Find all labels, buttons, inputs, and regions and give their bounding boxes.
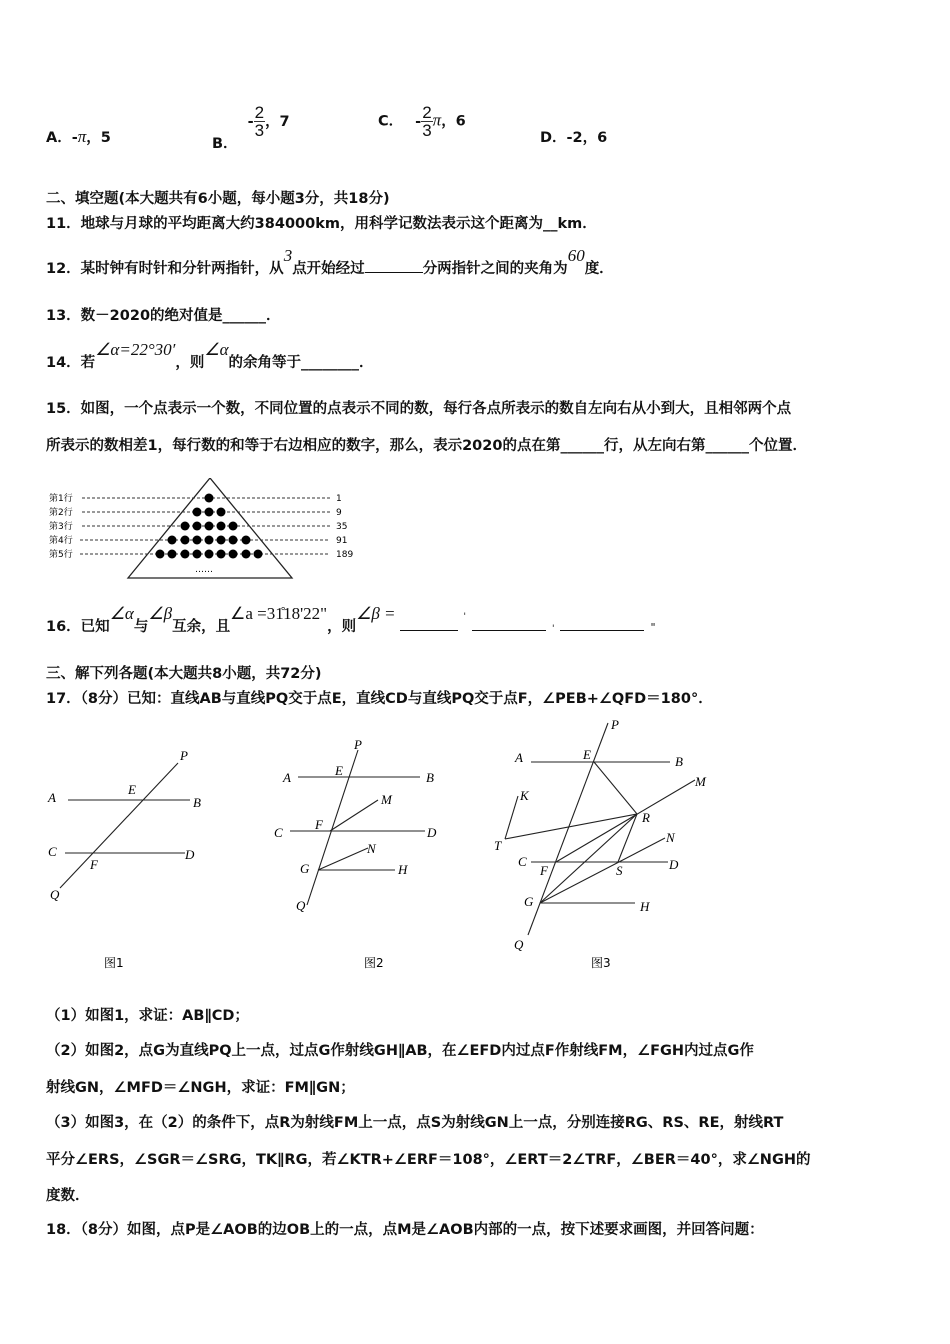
row-sum: 1 [336,494,342,504]
point-label: M [695,774,706,789]
point-label: Q [50,887,60,902]
row-sum: 9 [336,508,342,518]
question-17-part-2: （2）如图2，点G为直线PQ上一点，过点G作射线GH∥AB，在∠EFD内过点F作射线FM，∠FGH内过点G作 [46,1043,754,1059]
figure-caption: 图2 [364,956,384,970]
question-17: 17．（8分）已知：直线AB与直线PQ交于点E，直线CD与直线PQ交于点F，∠PEB+∠QFD＝180°． [46,691,713,707]
point-label: P [180,748,188,763]
point-label: P [354,737,362,752]
point-label: C [274,825,283,840]
point-label: Q [514,937,524,952]
row-label: 第5行 [49,550,73,560]
question-11: 11．地球与月球的平均距离大约384000km，用科学记数法表示这个距离为__km． [46,216,597,232]
option-a: A．-π，5 [46,127,111,146]
question-13: 13．数－2020的绝对值是______． [46,308,281,324]
row-sum: 35 [336,522,348,532]
point-label: G [300,861,310,876]
question-17-part-3-cont: 平分∠ERS，∠SGR＝∠SRG，TK∥RG，若∠KTR+∠ERF＝108°，∠ERT＝2∠TRF，∠BER＝40°，求∠NGH的 [46,1152,811,1168]
point-label: F [90,857,98,872]
point-label: H [398,862,408,877]
point-label: M [381,792,392,807]
row-sum: 91 [336,536,348,546]
point-label: N [367,841,376,856]
point-label: D [427,825,437,840]
point-label: Q [296,898,306,913]
figure-caption: 图3 [591,956,611,970]
point-label: F [540,863,548,878]
row-label: 第3行 [49,522,73,532]
option-d: D．-2，6 [540,130,608,146]
point-label: C [48,844,57,859]
point-label: D [185,847,195,862]
point-label: C [518,854,527,869]
point-label: E [583,747,591,762]
point-label: K [520,788,529,803]
question-15-line2: 所表示的数相差1，每行数的和等于右边相应的数字，那么，表示2020的点在第______行，从左向右第______个位置． [46,438,807,454]
question-12: 12．某时钟有时针和分针两指针，从3点开始经过 分两指针之间的夹角为60度． [46,246,614,277]
section-2-heading: 二、填空题(本大题共有6小题，每小题3分，共18分) [46,191,390,207]
question-15-line1: 15．如图，一个点表示一个数，不同位置的点表示不同的数，每行各点所表示的数自左向右从小到大，且相邻两个点 [46,401,792,417]
point-label: T [494,838,502,853]
option-c: C． - $\frac{2}{3}$ π，6 [378,103,466,140]
point-label: B [426,770,434,785]
point-label: A [48,790,56,805]
point-label: B [193,795,201,810]
question-18: 18．（8分）如图，点P是∠AOB的边OB上的一点，点M是∠AOB内部的一点，按下述要求画图，并回答问题： [46,1222,764,1238]
point-label: S [616,863,623,878]
point-label: G [524,894,534,909]
point-label: D [669,857,679,872]
section-3-heading: 三、解下列各题(本大题共8小题，共72分) [46,666,322,682]
row-label: 第1行 [49,494,73,504]
ellipsis: …… [195,565,213,575]
point-label: B [675,754,683,769]
point-label: F [315,817,323,832]
point-label: N [666,830,675,845]
point-label: A [283,770,291,785]
point-label: E [335,763,343,778]
question-17-part-2-cont: 射线GN，∠MFD＝∠NGH，求证：FM∥GN； [46,1080,355,1096]
row-label: 第4行 [49,536,73,546]
row-sum: 189 [336,550,354,560]
question-17-part-1: （1）如图1，求证：AB∥CD； [46,1008,249,1024]
point-label: E [128,782,136,797]
question-17-part-3: （3）如图3，在（2）的条件下，点R为射线FM上一点，点S为射线GN上一点，分别连接RG、RS、RE，射线RT [46,1115,784,1131]
option-b: B．- $\frac{2}{3}$ ，7 [212,103,290,152]
question-14: 14．若∠α=22°30′，则∠α的余角等于________． [46,340,374,371]
point-label: A [515,750,523,765]
row-label: 第2行 [49,508,73,518]
question-17-part-3-end: 度数． [46,1188,90,1204]
point-label: H [640,899,650,914]
point-label: P [611,717,619,732]
point-label: R [642,810,650,825]
figure-caption: 图1 [104,956,124,970]
question-16: 16．已知∠α与∠β互余，且∠a =31̊18'22"，则∠β = '' " [46,604,656,635]
